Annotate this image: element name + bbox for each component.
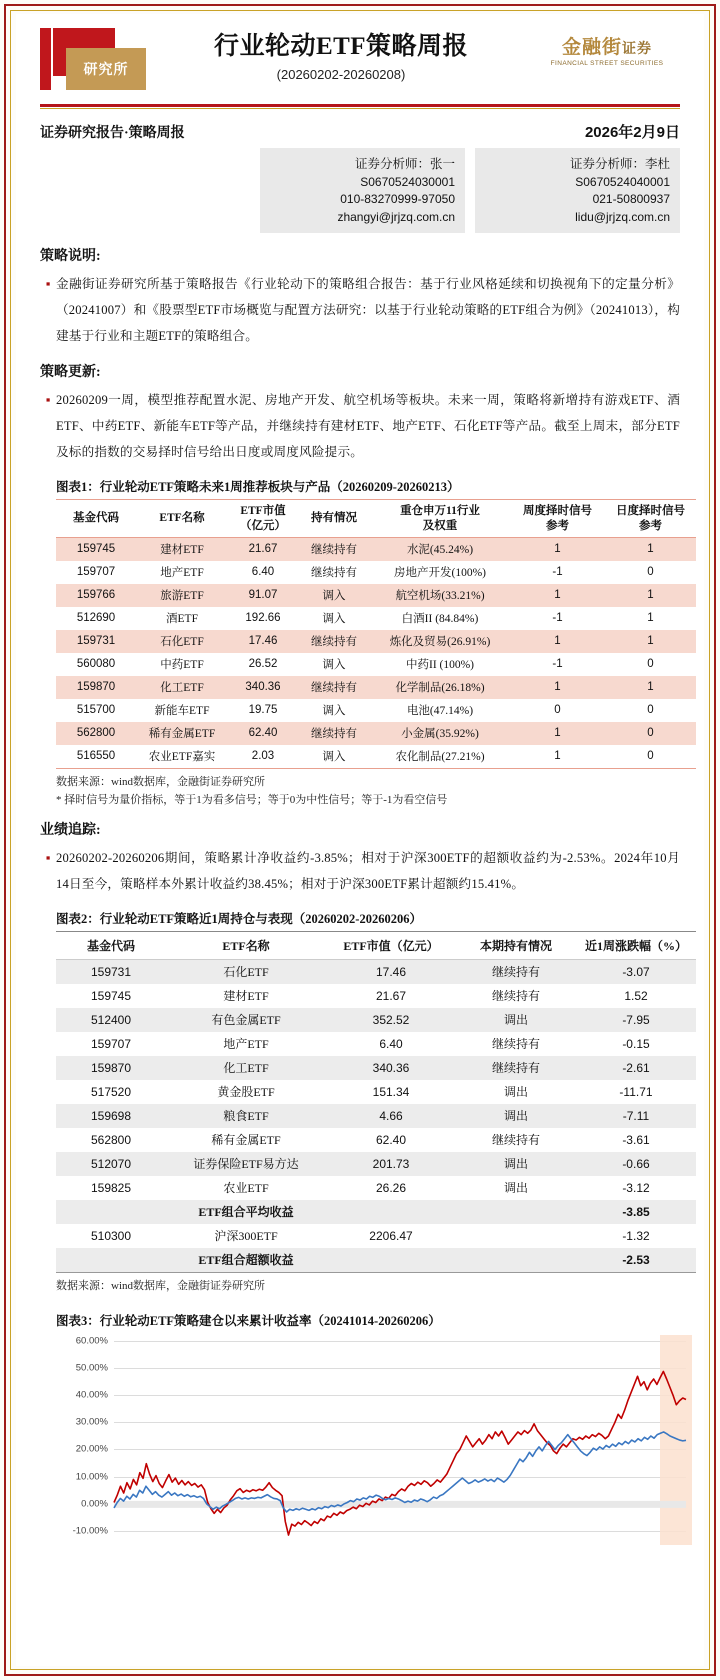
cell2-etf-name: 有色金属ETF [166,1008,326,1032]
table-row [56,722,696,745]
cell-fund-code: 560080 [76,658,116,671]
cell-industry: 航空机场(33.21%) [370,584,510,607]
cell-etf-value: 26.52 [248,658,278,671]
table-row [56,984,696,1008]
chart-y-tick-label: 40.00% [75,1389,108,1401]
cell2-return: -11.71 [619,1084,653,1099]
cell2-holding: 调出 [456,1008,576,1032]
cell-etf-value: 340.36 [228,676,298,699]
institute-logo [40,28,150,90]
cell2-holding: 继续持有 [456,959,576,984]
cell2-etf-name: 化工ETF [166,1056,326,1080]
cell-weekly-signal: -1 [552,612,563,625]
cell-etf-value: 19.75 [248,704,278,717]
page-content [16,14,704,1666]
cell2-etf-value: 62.40 [375,1132,407,1147]
table-row [56,1152,696,1176]
cell2-etf-name: 稀有金属ETF [211,1133,281,1148]
analyst-license: S0670524040001 [575,175,670,189]
cell2-etf-value: 151.34 [372,1084,410,1099]
table-row [56,745,696,769]
chart-y-tick-label: 60.00% [75,1335,108,1347]
table-row [56,653,696,676]
cell-daily-signal: 1 [605,630,696,653]
table-exhibit1 [56,499,696,769]
cell2-etf-name: 建材ETF [223,989,269,1004]
th2-weekly-return: 近1周涨跌幅（%） [576,931,696,959]
table2-body [56,959,696,1272]
chart-y-tick-label: -10.00% [72,1525,108,1537]
strategy-update-bullet [40,387,680,465]
cell2-holding: 继续持有 [491,1133,540,1148]
table-row [56,1176,696,1200]
cell-weekly-signal: 1 [510,745,605,769]
report-meta-line [40,121,680,142]
masthead-red-rule [40,104,680,107]
cell2-return: -3.85 [576,1200,696,1224]
cell2-fund-code: 517520 [90,1084,132,1099]
chart-y-tick-label: 0.00% [81,1498,108,1510]
cell2-holding: 调出 [503,1085,528,1100]
cell2-etf-value [326,1200,456,1224]
analyst-card [260,148,465,233]
bullet-dot-icon: ▪ [45,392,51,408]
chart-line-series-0 [114,1371,686,1535]
table1-body [56,537,696,768]
cell2-return: -7.11 [576,1104,696,1128]
strategy-desc-text: 金融街证券研究所基于策略报告《行业轮动下的策略组合报告：基于行业风格延续和切换视角下的定量分析》（20241007）和《股票型ETF市场概览与配置方法研究：以基于行业轮动策略的ETF组合为例》（20241013），构建基于行业和主题ETF的策略组合。 [56,277,680,344]
cell-etf-value: 6.40 [251,566,275,579]
cell-etf-value: 91.07 [228,584,298,607]
cell-weekly-signal: -1 [552,658,563,671]
table-row [56,1128,696,1152]
cell-holding: 继续持有 [298,630,370,653]
cell-daily-signal: 0 [647,658,654,671]
th-etf-name: ETF名称 [136,500,228,538]
title-block [176,26,506,82]
cell2-holding [456,1200,576,1224]
cell-etf-name: 稀有金属ETF [136,722,228,745]
cell-weekly-signal: 1 [510,537,605,561]
cell-holding: 继续持有 [298,537,370,561]
analyst-email[interactable]: lidu@jrjzq.com.cn [575,209,670,224]
cell-daily-signal: 1 [605,537,696,561]
cell-etf-value: 62.40 [228,722,298,745]
cell-industry: 炼化及贸易(26.91%) [370,630,510,653]
chart-y-tick-label: 20.00% [75,1443,108,1455]
analyst-boxes [40,148,680,233]
table-row [56,537,696,561]
bullet-dot-icon: ▪ [45,849,51,865]
cell2-return: -0.66 [576,1152,696,1176]
cell2-return: 1.52 [624,988,648,1003]
cell2-label: ETF组合平均收益 [166,1200,326,1224]
cell-fund-code: 512690 [76,612,116,625]
cell2-etf-value: 201.73 [326,1152,456,1176]
cell2-etf-name: 农业ETF [223,1181,269,1196]
cell-daily-signal: 1 [605,584,696,607]
th2-etf-name: ETF名称 [166,931,326,959]
brand-suffix: 证券 [622,42,652,57]
cell-etf-name: 新能车ETF [154,705,210,718]
cell2-fund-code: 159825 [90,1180,132,1195]
cell2-holding [456,1248,576,1273]
report-kind: 证券研究报告·策略周报 [40,126,185,141]
cell2-etf-value: 17.46 [326,959,456,984]
masthead [16,14,704,102]
cell2-etf-name: 沪深300ETF [166,1224,326,1248]
cell-holding: 调入 [298,745,370,769]
table-row [56,1032,696,1056]
table2-source: 数据来源：wind数据库，金融街证券研究所 [56,1279,265,1292]
table1-source: 数据来源：wind数据库，金融街证券研究所 [56,775,265,788]
cell2-holding [456,1224,576,1248]
cell-etf-name: 中药ETF [160,659,204,672]
chart-plot-area [56,1335,692,1545]
table-row [56,1080,696,1104]
cell2-fund-code: 512400 [56,1008,166,1032]
cell-industry: 白酒II (84.84%) [401,613,479,626]
cell2-etf-name: 石化ETF [166,959,326,984]
strategy-update-text: 20260209一周，模型推荐配置水泥、房地产开发、航空机场等板块。未来一周，策略将新增持有游戏ETF、酒ETF、中药ETF、新能车ETF等产品，并继续持有建材ETF、地产ETF、石化ETF等产品。截至上周末，部分ETF及标的指数的交易择时信号给出日度或周度风险提示。 [56,393,680,460]
table2-header-row [56,931,696,959]
table-row [56,1056,696,1080]
th2-fund-code: 基金代码 [56,931,166,959]
cell2-return: -0.15 [622,1036,650,1051]
table1-footnote: * 择时信号为量价指标，等于1为看多信号；等于0为中性信号；等于-1为看空信号 [56,793,448,806]
table-row [56,676,696,699]
analyst-phone: 010-83270999-97050 [340,192,455,207]
th2-holding: 本期持有情况 [456,931,576,959]
cell-fund-code: 562800 [56,722,136,745]
cell2-etf-value: 4.66 [326,1104,456,1128]
cell-holding: 继续持有 [298,676,370,699]
cell-daily-signal: 0 [647,704,654,717]
cell2-etf-value: 352.52 [326,1008,456,1032]
cell2-return: -3.07 [576,959,696,984]
cell2-holding: 调出 [456,1152,576,1176]
cell2-etf-value: 26.26 [375,1180,407,1195]
analyst-name: 证券分析师：李杜 [569,157,670,171]
brand-name-cn [524,38,690,57]
chart-line-series-1 [114,1432,686,1512]
cell-etf-value: 2.03 [228,745,298,769]
th-daily-signal: 日度择时信号 参考 [605,500,696,538]
th-weekly-signal: 周度择时信号 参考 [510,500,605,538]
cell-fund-code: 159870 [56,676,136,699]
cell2-fund-code: 562800 [90,1132,132,1147]
cell-daily-signal: 1 [605,676,696,699]
cell-weekly-signal: 1 [510,722,605,745]
table-row [56,561,696,584]
cell-industry: 化学制品(26.18%) [370,676,510,699]
cell2-etf-value: 2206.47 [326,1224,456,1248]
cell2-fund-code: 159745 [90,988,132,1003]
cell-fund-code: 159731 [56,630,136,653]
cell2-etf-name: 粮食ETF [166,1104,326,1128]
cell2-fund-code: 159707 [90,1036,132,1051]
performance-bullet [40,845,680,897]
cell2-return: -3.61 [622,1132,650,1147]
cell-etf-name: 建材ETF [136,537,228,561]
analyst-license: S0670524030001 [360,175,455,189]
cell2-fund-code [56,1200,166,1224]
section-heading-strategy-desc: 策略说明: [40,249,101,265]
exhibit3-caption: 图表3：行业轮动ETF策略建仓以来累计收益率（20241014-20260206） [56,1313,441,1328]
chart-y-tick-label: 30.00% [75,1416,108,1428]
cell2-etf-name: 地产ETF [223,1037,269,1052]
table1-head [56,500,696,538]
cell-holding: 调入 [298,584,370,607]
report-title: 行业轮动ETF策略周报 [213,33,469,60]
cell2-return: -2.53 [576,1248,696,1273]
cell2-fund-code [56,1248,166,1273]
th2-etf-value: ETF市值（亿元） [326,931,456,959]
table-row-benchmark [56,1224,696,1248]
table2-head [56,931,696,959]
cell2-fund-code: 512070 [56,1152,166,1176]
cell-fund-code: 516550 [56,745,136,769]
table-row [56,1104,696,1128]
cell2-fund-code: 510300 [56,1224,166,1248]
cell2-etf-name: 证券保险ETF易方达 [166,1152,326,1176]
th-etf-value: ETF市值 （亿元） [228,500,298,538]
strategy-desc-bullet [40,271,680,349]
analyst-phone: 021-50800937 [592,192,670,207]
cell2-fund-code: 159698 [56,1104,166,1128]
th-holding: 持有情况 [298,500,370,538]
cell-industry: 电池(47.14%) [406,705,474,718]
section-heading-strategy-update: 策略更新: [40,365,101,381]
th-top-industry: 重仓申万11行业 及权重 [370,500,510,538]
table1-header-row [56,500,696,538]
table-row [56,607,696,630]
cell-industry: 小金属(35.92%) [370,722,510,745]
cell-etf-value: 17.46 [228,630,298,653]
chart-series-layer [56,1335,692,1545]
cell-weekly-signal: 1 [510,630,605,653]
cell2-return: -3.12 [622,1180,650,1195]
section-heading-performance: 业绩追踪: [40,822,101,838]
cell-weekly-signal: 0 [554,704,561,717]
table-exhibit2 [56,931,696,1273]
cell-holding: 调入 [322,659,346,672]
cell2-label: ETF组合超额收益 [166,1248,326,1273]
chart-cumulative-return [56,1335,692,1545]
cell-industry: 中药II (100%) [405,659,475,672]
brand-main: 金融街 [561,37,622,58]
cell-holding: 继续持有 [311,567,357,580]
cell2-etf-value: 6.40 [379,1036,403,1051]
cell-etf-name: 旅游ETF [136,584,228,607]
cell-industry: 水泥(45.24%) [370,537,510,561]
cell2-fund-code: 159870 [56,1056,166,1080]
cell-etf-name: 酒ETF [166,613,198,626]
cell2-holding: 调出 [456,1104,576,1128]
cell-holding: 继续持有 [298,722,370,745]
cell-fund-code: 159766 [56,584,136,607]
cell2-holding: 调出 [503,1181,528,1196]
cell2-return: -1.32 [576,1224,696,1248]
cell-weekly-signal: 1 [510,584,605,607]
cell2-return: -2.61 [576,1056,696,1080]
cell-fund-code: 159745 [56,537,136,561]
cell-etf-value: 21.67 [228,537,298,561]
table-row [56,959,696,984]
cell2-etf-value [326,1248,456,1273]
brand-logo [524,38,690,67]
chart-y-tick-label: 10.00% [75,1471,108,1483]
analyst-name: 证券分析师：张一 [354,157,455,171]
cell-weekly-signal: -1 [552,566,563,579]
analyst-email[interactable]: zhangyi@jrjzq.com.cn [337,209,455,224]
cell-weekly-signal: 1 [510,676,605,699]
cell-etf-name: 农业ETF嘉实 [136,745,228,769]
exhibit1-caption: 图表1：行业轮动ETF策略未来1周推荐板块与产品（20260209-20260213） [56,480,460,495]
cell2-holding: 继续持有 [456,1056,576,1080]
cell2-etf-name: 黄金股ETF [217,1085,275,1100]
bullet-dot-icon: ▪ [45,276,51,292]
cell-etf-name: 地产ETF [160,567,204,580]
chart-y-tick-label: 50.00% [75,1362,108,1374]
chart-x-axis-band [114,1501,686,1508]
cell-industry: 房地产开发(100%) [394,567,486,580]
cell-etf-name: 化工ETF [136,676,228,699]
cell-holding: 调入 [322,705,346,718]
cell-daily-signal: 0 [605,722,696,745]
institute-badge-label: 研究所 [83,63,129,78]
logo-red-bar [40,28,51,90]
cell2-etf-value: 21.67 [375,988,407,1003]
cell-daily-signal: 0 [605,745,696,769]
report-date: 2026年2月9日 [584,124,680,141]
brand-name-en: FINANCIAL STREET SECURITIES [550,60,664,67]
table-row [56,584,696,607]
cell-etf-value: 192.66 [245,612,281,625]
th-fund-code: 基金代码 [56,500,136,538]
cell2-return: -7.95 [576,1008,696,1032]
table-row [56,630,696,653]
table-row [56,699,696,722]
logo-gold-box [66,48,146,90]
analyst-card [475,148,680,233]
cell2-etf-value: 340.36 [326,1056,456,1080]
cell-daily-signal: 0 [647,566,654,579]
cell-fund-code: 159707 [76,566,116,579]
performance-text: 20260202-20260206期间，策略累计净收益约-3.85%；相对于沪深300ETF的超额收益约为-2.53%。2024年10月14日至今，策略样本外累计收益约38.45%；相对于沪深300ETF累计超额约15.41%。 [56,850,680,891]
table-row-excess-return [56,1248,696,1273]
cell-fund-code: 515700 [76,704,116,717]
cell2-holding: 继续持有 [491,1037,540,1052]
cell2-holding: 继续持有 [491,989,540,1004]
cell-holding: 调入 [322,613,346,626]
cell-daily-signal: 1 [647,612,654,625]
report-date-range: (20260202-20260208) [276,67,406,82]
table-row [56,1008,696,1032]
cell-etf-name: 石化ETF [136,630,228,653]
masthead-gold-rule [40,108,680,109]
cell-industry: 农化制品(27.21%) [370,745,510,769]
cell2-fund-code: 159731 [56,959,166,984]
table-row-portfolio-average [56,1200,696,1224]
exhibit2-caption: 图表2：行业轮动ETF策略近1周持仓与表现（20260202-20260206） [56,911,422,926]
